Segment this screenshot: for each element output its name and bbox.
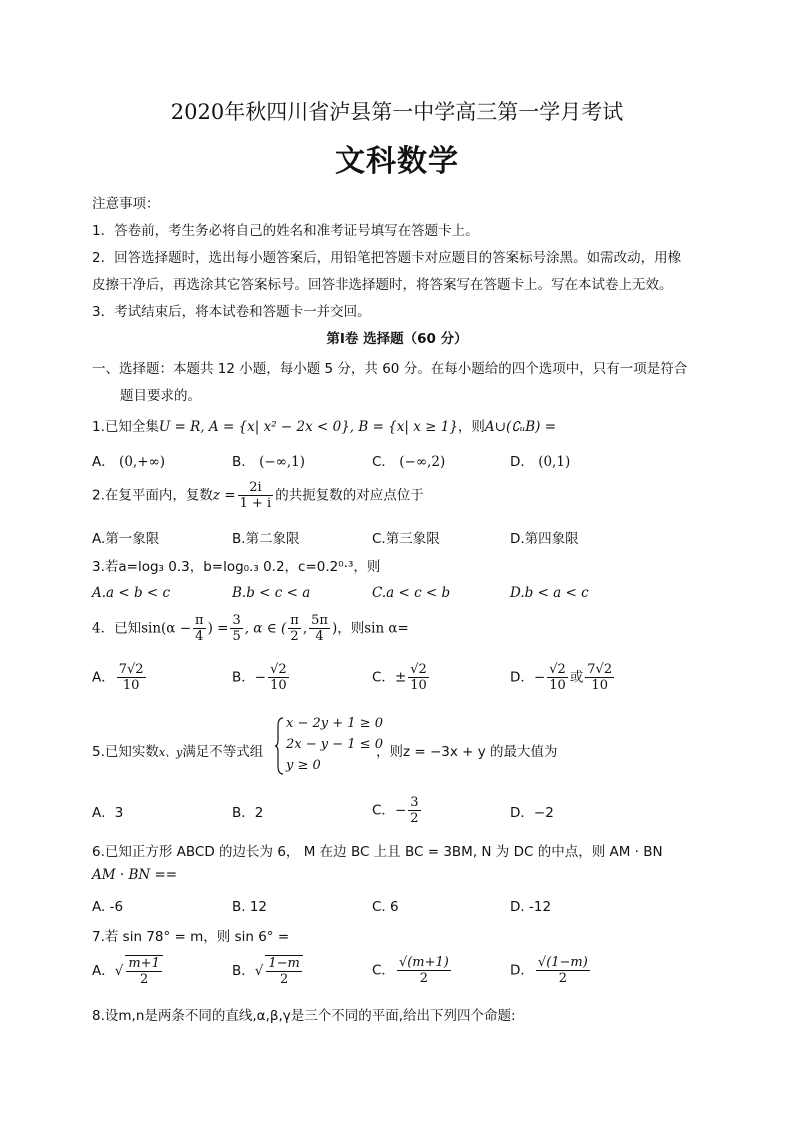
numerator: π	[195, 613, 204, 628]
q1-option-a[interactable]	[92, 450, 165, 470]
q5-option-b[interactable]: B．2	[232, 805, 264, 821]
q2-z: z =	[212, 487, 236, 504]
denominator: 2	[290, 629, 299, 644]
option-letter: A．	[92, 963, 115, 979]
q2-stem	[92, 480, 424, 511]
q7-option-c[interactable]	[372, 955, 453, 986]
denominator: 10	[410, 678, 427, 693]
q4-frac-35	[230, 613, 242, 644]
section-instruction-a: 一、选择题：本题共 12 小题，每小题 5 分，共 60 分。在每小题给的四个选项中，只有一项是符合	[92, 361, 688, 377]
q4-tail: )，则sin α=	[331, 620, 409, 637]
option-value: (0,+∞)	[119, 454, 166, 470]
denominator: 2	[410, 811, 419, 826]
q6-option-d[interactable]: D. -12	[510, 899, 552, 915]
q4-option-a[interactable]	[92, 662, 148, 693]
q5-row-2: 2x − y − 1 ≤ 0	[286, 737, 383, 752]
q1-stem-tail: A∪(∁ᵤB) =	[484, 419, 557, 435]
q1-stem-math: U = R, A = {x| x² − 2x < 0}, B = {x| x ≥ 1}	[158, 419, 458, 435]
numerator: √2	[549, 662, 566, 677]
q5-stem-prefix: 5.已知实数	[92, 744, 159, 760]
section-instruction-b: 题目要求的。	[120, 388, 201, 404]
q7-stem: 7.若 sin 78° = m，则 sin 6° =	[92, 929, 290, 945]
q3-option-c[interactable]: C.a < c < b	[372, 585, 451, 601]
q4-stem	[92, 613, 409, 644]
q7-option-b[interactable]: B．√ $\frac{1-m}{2}$	[232, 955, 305, 987]
q5-option-c[interactable]	[372, 795, 423, 826]
option-letter: C．	[372, 454, 395, 470]
q6-option-c[interactable]: C. 6	[372, 899, 399, 915]
option-letter: B．	[232, 669, 255, 686]
q4-frac-5pi4	[309, 613, 330, 644]
notice-item-3: 3．考试结束后，将本试卷和答题卡一并交回。	[92, 304, 371, 320]
brace-icon	[274, 716, 284, 776]
option-fraction	[125, 955, 163, 987]
option-letter: A．	[92, 669, 115, 686]
option-letter: D．	[510, 454, 534, 470]
option-or: 或	[569, 669, 584, 686]
numerator: √(1−m)	[537, 955, 588, 970]
q2-option-a[interactable]: A.第一象限	[92, 531, 160, 547]
option-letter: B．	[232, 454, 255, 470]
q4-option-d[interactable]	[510, 662, 616, 693]
q5-stem-tail: ，则z = −3x + y 的最大值为	[376, 744, 558, 760]
denominator: 10	[122, 678, 140, 693]
q4-stem-prefix: 4．已知sin(α −	[92, 620, 192, 637]
numerator: 5π	[311, 613, 328, 628]
denominator: 10	[591, 678, 608, 693]
option-fraction	[397, 955, 451, 986]
notice-item-2b: 皮擦干净后，再选涂其它答案标号。回答非选择题时，将答案写在答题卡上。写在本试卷上无效。	[92, 277, 673, 293]
denominator: 10	[549, 678, 566, 693]
denominator: 4	[195, 629, 204, 644]
q6-option-a[interactable]: A. -6	[92, 899, 124, 915]
numerator: 2i	[238, 480, 274, 496]
q3-option-d[interactable]: D.b < a < c	[510, 585, 589, 601]
denominator: 2	[419, 971, 429, 986]
option-sign: −	[533, 669, 546, 686]
option-fraction	[408, 795, 420, 826]
q8-stem: 8.设m,n是两条不同的直线,α,β,γ是三个不同的平面,给出下列四个命题:	[92, 1008, 516, 1024]
exam-title: 2020年秋四川省泸县第一中学高三第一学月考试	[170, 100, 624, 124]
numerator: 7√2	[118, 662, 144, 677]
q2-option-c[interactable]: C.第三象限	[372, 531, 440, 547]
q2-option-d[interactable]: D.第四象限	[510, 531, 579, 547]
q4-option-b[interactable]	[232, 662, 291, 693]
numerator: √2	[410, 662, 427, 677]
option-letter: C．	[372, 669, 395, 686]
option-sign: −	[394, 802, 407, 819]
q2-option-b[interactable]: B.第二象限	[232, 531, 300, 547]
q4-comma: ,	[302, 620, 308, 637]
option-fraction	[536, 955, 590, 986]
q2-fraction	[238, 480, 274, 511]
section-title: 第Ⅰ卷 选择题（60 分）	[326, 331, 468, 347]
option-sign: −	[254, 669, 267, 686]
q1-option-b[interactable]	[232, 450, 305, 470]
option-value: (−∞,1)	[259, 454, 306, 470]
numerator: 3	[232, 613, 241, 628]
option-fraction	[408, 662, 429, 693]
denominator: 10	[270, 678, 287, 693]
option-letter: B．	[232, 963, 255, 979]
q5-stem	[92, 740, 263, 760]
numerator: 3	[410, 795, 419, 810]
option-letter: C．	[372, 962, 395, 979]
option-fraction-2	[585, 662, 614, 693]
option-value: (−∞,2)	[399, 454, 446, 470]
numerator: 7√2	[587, 662, 613, 677]
notice-item-2a: 2．回答选择题时，选出每小题答案后，用铅笔把答题卡对应题目的答案标号涂黑。如需改动，用橡	[92, 250, 682, 266]
option-fraction	[265, 955, 303, 987]
option-letter: D．	[510, 962, 534, 979]
q3-option-b[interactable]: B.b < c < a	[232, 585, 311, 601]
q1-option-d[interactable]	[510, 450, 570, 470]
option-value: (0,1)	[538, 454, 571, 470]
option-letter: C．	[372, 802, 395, 819]
q6-option-b[interactable]: B. 12	[232, 899, 268, 915]
q7-option-d[interactable]	[510, 955, 592, 986]
q5-row-1: x − 2y + 1 ≥ 0	[286, 716, 383, 731]
numerator: 1−m	[268, 956, 300, 971]
q1-stem-prefix: 1.已知全集	[92, 419, 159, 435]
q5-option-a[interactable]: A．3	[92, 805, 124, 821]
denominator: 2	[139, 972, 149, 987]
q3-option-a[interactable]: A.a < b < c	[92, 585, 171, 601]
q1-option-c[interactable]	[372, 450, 445, 470]
notice-item-1: 1．答卷前，考生务必将自己的姓名和准考证号填写在答题卡上。	[92, 223, 479, 239]
denominator: 1 + i	[239, 496, 272, 511]
q3-stem: 3.若a=log₃ 0.3，b=log₀.₃ 0.2，c=0.2⁰·³，则	[92, 559, 381, 575]
q6-stem-2: AM · BN ==	[92, 867, 178, 883]
q4-eq: ) =	[207, 620, 229, 637]
numerator: √2	[270, 662, 287, 677]
option-letter: A．	[92, 454, 115, 470]
option-fraction	[117, 662, 146, 693]
q6-stem: 6.已知正方形 ABCD 的边长为 6， M 在边 BC 上且 BC = 3BM, N 为 DC 的中点，则 AM · BN	[92, 844, 663, 860]
q4-option-c[interactable]	[372, 662, 431, 693]
q1-stem	[92, 415, 556, 435]
denominator: 5	[232, 629, 241, 644]
q5-row-3: y ≥ 0	[286, 758, 321, 773]
q4-frac-pi4	[193, 613, 206, 644]
numerator: √(m+1)	[398, 955, 449, 970]
q4-frac-pi2	[288, 613, 301, 644]
q1-stem-mid: ，则	[457, 419, 485, 435]
q4-mid: , α ∈ (	[244, 620, 287, 637]
q2-stem-prefix: 2.在复平面内，复数	[92, 487, 213, 504]
option-sign: ±	[394, 669, 407, 686]
denominator: 2	[279, 972, 289, 987]
numerator: m+1	[128, 956, 160, 971]
option-letter: D．	[510, 669, 534, 686]
subject-title: 文科数学	[335, 144, 459, 179]
denominator: 4	[315, 629, 324, 644]
option-fraction	[268, 662, 289, 693]
option-fraction	[547, 662, 568, 693]
q7-option-a[interactable]: A．√ $\frac{m+1}{2}$	[92, 955, 165, 987]
q2-stem-tail: 的共扼复数的对应点位于	[275, 487, 424, 504]
numerator: π	[290, 613, 299, 628]
q5-stem-mid: 满足不等式组	[182, 744, 264, 760]
notice-heading: 注意事项：	[92, 196, 160, 212]
q5-option-d[interactable]: D．−2	[510, 805, 554, 821]
q5-vars: x、y	[158, 746, 183, 759]
denominator: 2	[558, 971, 567, 986]
